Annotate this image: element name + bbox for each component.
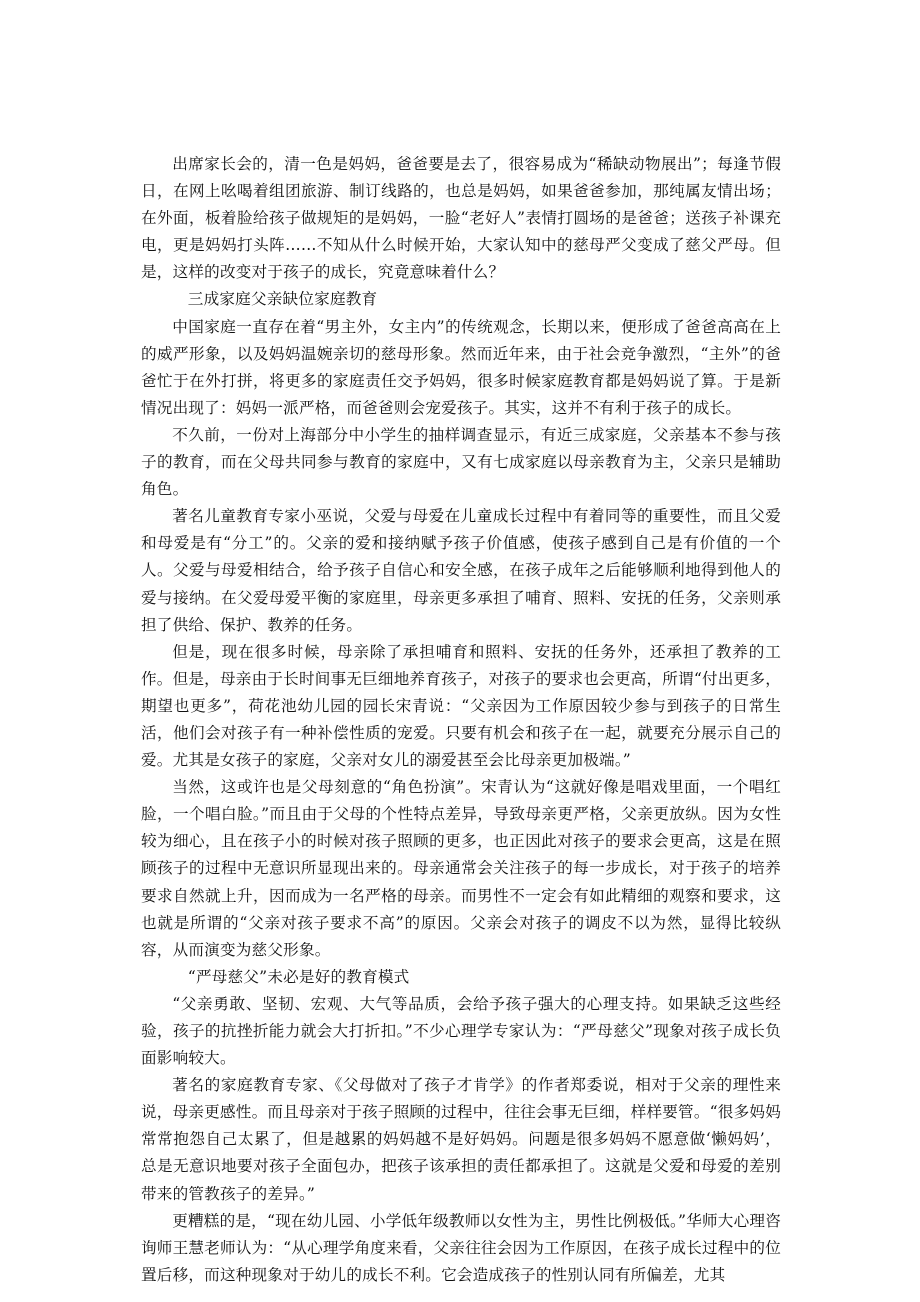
section-heading-strict-mother: “严母慈父”未必是好的教育模式: [187, 967, 410, 986]
paragraph-expert-zhengwei: 著名的家庭教育专家、《父母做对了孩子才肯学》的作者郑委说，相对于父亲的理性来说，母亲更感性。而且母亲对于孩子照顾的过程中，往往会事无巨细，样样要管。“很多妈妈常常抱怨自己太累了，但是越累的妈妈越不是好妈妈。问题是很多妈妈不愿意做‘懒妈妈’，总是无意识地要对孩子全面包办，把孩子该承担的责任都承担了。这就是父爱和母爱的差别带来的管教孩子的差异。”: [141, 1076, 781, 1203]
paragraph-mother-roles: 但是，现在很多时候，母亲除了承担哺育和照料、安抚的任务外，还承担了教养的工作。但是，母亲由于长时间事无巨细地养育孩子，对孩子的要求也会更高，所谓“付出更多，期望也更多”，荷花池幼儿园的园长宋青说：“父亲因为工作原因较少参与到孩子的日常生活，他们会对孩子有一种补偿性质的宠爱。只要有机会和孩子在一起，就要充分展示自己的爱。尤其是女孩子的家庭，父亲对女儿的溺爱甚至会比母亲更加极端。”: [141, 642, 781, 770]
document-page: [141, 151, 781, 1289]
paragraph-teachers: 更糟糕的是，“现在幼儿园、小学低年级教师以女性为主，男性比例极低。”华师大心理咨询师王慧老师认为：“从心理学角度来看，父亲往往会因为工作原因，在孩子成长过程中的位置后移，而这种现象对于幼儿的成长不利。它会造成孩子的性别认同有所偏差，尤其: [141, 1211, 781, 1284]
paragraph-father-qualities: “父亲勇敢、坚韧、宏观、大气等品质，会给予孩子强大的心理支持。如果缺乏这些经验，孩子的抗挫折能力就会大打折扣。”不少心理学专家认为：“严母慈父”现象对孩子成长负面影响较大。: [141, 994, 781, 1068]
paragraph-traditional-roles: 中国家庭一直存在着“男主外，女主内”的传统观念，长期以来，便形成了爸爸高高在上的威严形象，以及妈妈温婉亲切的慈母形象。然而近年来，由于社会竞争激烈，“主外”的爸爸忙于在外打拼，将更多的家庭责任交予妈妈，很多时候家庭教育都是妈妈说了算。于是新情况出现了：妈妈一派严格，而爸爸则会宠爱孩子。其实，这并不有利于孩子的成长。: [141, 317, 781, 417]
paragraph-survey: 不久前，一份对上海部分中小学生的抽样调查显示，有近三成家庭，父亲基本不参与孩子的教育，而在父母共同参与教育的家庭中，又有七成家庭以母亲教育为主，父亲只是辅助角色。: [141, 425, 781, 499]
paragraph-role-play: 当然，这或许也是父母刻意的“角色扮演”。宋青认为“这就好像是唱戏里面，一个唱红脸，一个唱白脸。”而且由于父母的个性特点差异，导致母亲更严格，父亲更放纵。因为女性较为细心，且在孩子小的时候对孩子照顾的更多，也正因此对孩子的要求会更高，这是在照顾孩子的过程中无意识所显现出来的。母亲通常会关注孩子的每一步成长，对于孩子的培养要求自然就上升，因而成为一名严格的母亲。而男性不一定会有如此精细的观察和要求，这也就是所谓的“父亲对孩子要求不高”的原因。父亲会对孩子的调皮不以为然，显得比较纵容，从而演变为慈父形象。: [141, 778, 781, 959]
paragraph-expert-xiaowu: 著名儿童教育专家小巫说，父爱与母爱在儿童成长过程中有着同等的重要性，而且父爱和母爱是有“分工”的。父亲的爱和接纳赋予孩子价值感，使孩子感到自己是有价值的一个人。父爱与母爱相结合，给予孩子自信心和安全感，在孩子成年之后能够顺利地得到他人的爱与接纳。在父爱母爱平衡的家庭里，母亲更多承担了哺育、照料、安抚的任务，父亲则承担了供给、保护、教养的任务。: [141, 507, 781, 634]
paragraph-intro: 出席家长会的，清一色是妈妈，爸爸要是去了，很容易成为“稀缺动物展出”；每逢节假日，在网上吆喝着组团旅游、制订线路的，也总是妈妈，如果爸爸参加，那纯属友情出场；在外面，板着脸给孩子做规矩的是妈妈，一脸“老好人”表情打圆场的是爸爸；送孩子补课充电，更是妈妈打头阵……不知从什么时候开始，大家认知中的慈母严父变成了慈父严母。但是，这样的改变对于孩子的成长，究竟意味着什么？: [141, 155, 781, 282]
section-heading-father-absence: 三成家庭父亲缺位家庭教育: [187, 290, 378, 309]
